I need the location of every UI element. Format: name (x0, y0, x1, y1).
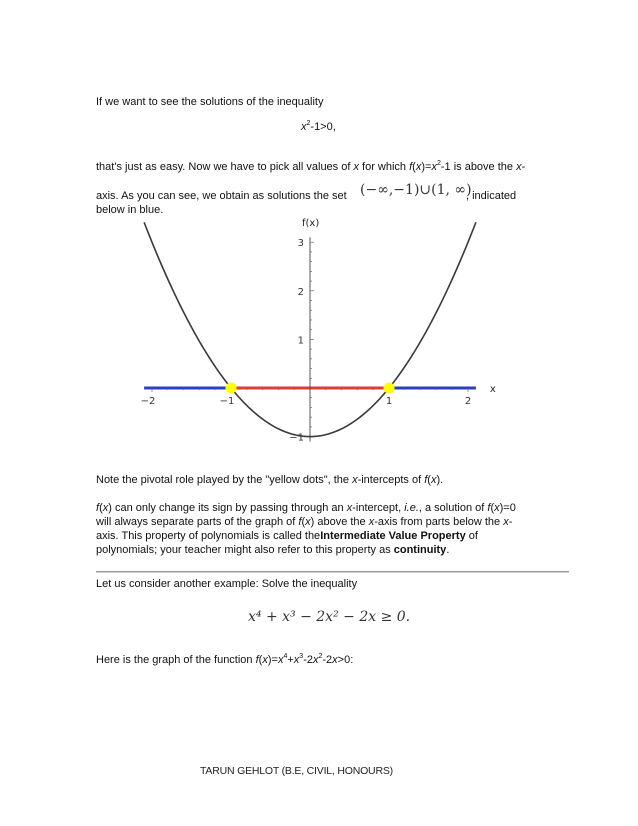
x-tick-label: 1 (385, 396, 393, 407)
sign-change-line-4: polynomials; your teacher might also refer to this property as continuity. (96, 544, 450, 556)
intermediate-value-property-term: Intermediate Value Property (320, 530, 466, 542)
sign-change-line-1: f(x) can only change its sign by passing through an x-intercept, i.e., a solution of f(x)=0 (96, 502, 516, 514)
parabola-chart (130, 212, 510, 452)
section-divider (96, 571, 569, 573)
y-tick-label: 2 (297, 286, 304, 298)
sign-change-line-3: axis. This property of polynomials is called theIntermediate Value Property of (96, 530, 478, 542)
sign-change-line-2: will always separate parts of the graph of f(x) above the x-axis from parts below the x- (96, 516, 513, 528)
inequality-2: x⁴ + x³ − 2x² − 2x ≥ 0. (248, 609, 411, 625)
intro-paragraph: If we want to see the solutions of the inequality (96, 96, 324, 108)
solution-paragraph-line-2: axis. As you can see, we obtain as solutions the set (96, 190, 347, 202)
y-tick-label: 1 (297, 335, 304, 347)
continuity-term: continuity (393, 544, 447, 556)
graph-intro-paragraph: Here is the graph of the function $f(x)=x^4+x^3-2x^2-2x>0$: (96, 653, 354, 666)
y-tick-label: 3 (297, 238, 304, 250)
x-axis-label: x (489, 384, 496, 395)
x-intercept-dot (226, 383, 237, 394)
x-tick-label: −2 (140, 396, 156, 407)
solution-paragraph-line-3: below in blue. (96, 204, 164, 216)
x-intercept-dot (384, 383, 395, 394)
solution-paragraph-line-1: that's just as easy. Now we have to pick all values of x for which $f(x)=x^2-1$ is above the x- (96, 160, 526, 173)
y-axis-label: f(x) (302, 218, 320, 229)
footer-author: TARUN GEHLOT (B.E, CIVIL, HONOURS) (200, 765, 393, 777)
solution-set: (−∞,−1)∪(1, ∞) (360, 182, 472, 198)
y-tick-label: −1 (289, 432, 304, 444)
note-paragraph: Note the pivotal role played by the "yellow dots", the x-intercepts of f(x). (96, 474, 444, 486)
inequality-1: $x^2-1>0$, (301, 120, 336, 133)
x-tick-label: 2 (464, 396, 472, 407)
second-example-paragraph: Let us consider another example: Solve the inequality (96, 578, 358, 590)
x-tick-label: −1 (219, 396, 235, 407)
solution-paragraph-tail: , indicated (466, 190, 517, 202)
